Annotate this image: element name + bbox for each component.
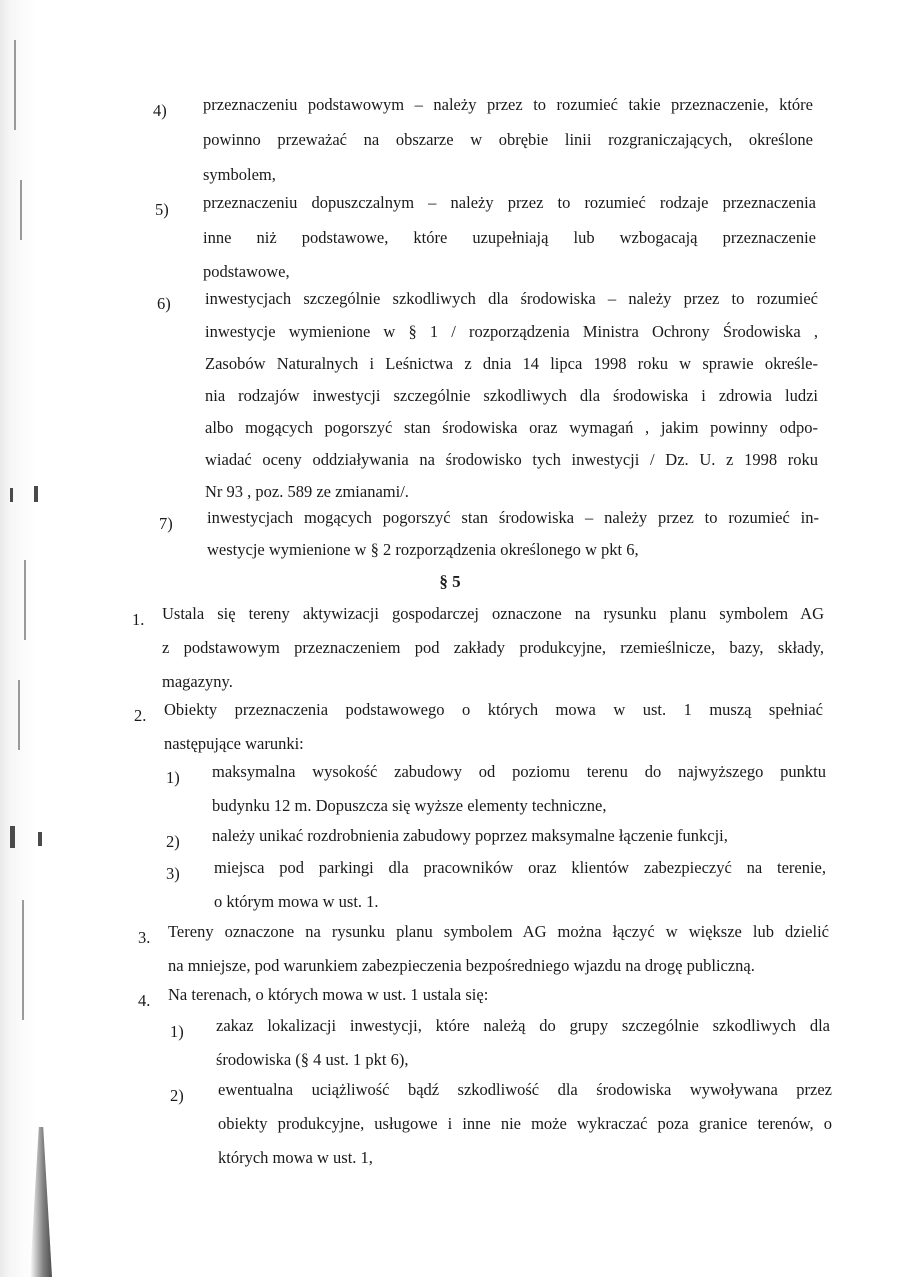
point-line: budynku 12 m. Dopuszcza się wyższe elementy techniczne, — [212, 796, 607, 815]
clause-number: 3. — [138, 928, 151, 947]
definition-line: Zasobów Naturalnych i Leśnictwa z dnia 14 lipca 1998 roku w sprawie określe- — [205, 354, 818, 373]
point-number: 3) — [166, 864, 180, 883]
clause-line: Tereny oznaczone na rysunku planu symbolem AG można łączyć w większe lub dzielić — [168, 922, 829, 941]
section-heading: § 5 — [439, 572, 461, 591]
clause-line: z podstawowym przeznaczeniem pod zakłady produkcyjne, rzemieślnicze, bazy, składy, — [162, 638, 824, 657]
point-line: należy unikać rozdrobnienia zabudowy poprzez maksymalne łączenie funkcji, — [212, 826, 728, 845]
definition-number: 4) — [153, 101, 167, 120]
definition-number: 6) — [157, 294, 171, 313]
point-line: ewentualna uciążliwość bądź szkodliwość dla środowiska wywoływana przez — [218, 1080, 832, 1099]
definition-line: albo mogących pogorszyć stan środowiska oraz wymagań , jakim powinny odpo- — [205, 418, 818, 437]
point-line: maksymalna wysokość zabudowy od poziomu terenu do najwyższego punktu — [212, 762, 826, 781]
clause-line: następujące warunki: — [164, 734, 304, 753]
point-line: zakaz lokalizacji inwestycji, które należą do grupy szczególnie szkodliwych dla — [216, 1016, 830, 1035]
definition-line: inwestycjach szczególnie szkodliwych dla środowiska – należy przez to rozumieć — [205, 289, 818, 308]
definition-number: 7) — [159, 514, 173, 533]
definition-line: inwestycjach mogących pogorszyć stan środowiska – należy przez to rozumieć in- — [207, 508, 819, 527]
definition-line: podstawowe, — [203, 262, 290, 281]
definition-line: inwestycje wymienione w § 1 / rozporządzenia Ministra Ochrony Środowiska , — [205, 322, 818, 341]
definition-line: przeznaczeniu podstawowym – należy przez to rozumieć takie przeznaczenie, które — [203, 95, 813, 114]
clause-number: 1. — [132, 610, 145, 629]
point-line: miejsca pod parkingi dla pracowników oraz klientów zabezpieczyć na terenie, — [214, 858, 826, 877]
definition-line: przeznaczeniu dopuszczalnym – należy przez to rozumieć rodzaje przeznaczenia — [203, 193, 816, 212]
definition-line: powinno przeważać na obszarze w obrębie linii rozgraniczających, określone — [203, 130, 813, 149]
clause-line: Obiekty przeznaczenia podstawowego o których mowa w ust. 1 muszą spełniać — [164, 700, 823, 719]
definition-line: westycje wymienione w § 2 rozporządzenia określonego w pkt 6, — [207, 540, 639, 559]
definition-line: inne niż podstawowe, które uzupełniają lub wzbogacają przeznaczenie — [203, 228, 816, 247]
point-line: obiekty produkcyjne, usługowe i inne nie może wykraczać poza granice terenów, o — [218, 1114, 832, 1133]
point-number: 2) — [170, 1086, 184, 1105]
point-line: których mowa w ust. 1, — [218, 1148, 373, 1167]
clause-line: Ustala się tereny aktywizacji gospodarczej oznaczone na rysunku planu symbolem AG — [162, 604, 824, 623]
clause-line: magazyny. — [162, 672, 233, 691]
definition-number: 5) — [155, 200, 169, 219]
clause-number: 4. — [138, 991, 151, 1010]
point-number: 1) — [166, 768, 180, 787]
clause-line: Na terenach, o których mowa w ust. 1 ustala się: — [168, 985, 489, 1004]
definition-line: wiadać oceny oddziaływania na środowisko tych inwestycji / Dz. U. z 1998 roku — [205, 450, 818, 469]
clause-line: na mniejsze, pod warunkiem zabezpieczenia bezpośredniego wjazdu na drogę publiczną. — [168, 956, 755, 975]
clause-number: 2. — [134, 706, 147, 725]
definition-line: Nr 93 , poz. 589 ze zmianami/. — [205, 482, 409, 501]
point-line: środowiska (§ 4 ust. 1 pkt 6), — [216, 1050, 409, 1069]
point-line: o którym mowa w ust. 1. — [214, 892, 379, 911]
definition-line: symbolem, — [203, 165, 276, 184]
point-number: 2) — [166, 832, 180, 851]
point-number: 1) — [170, 1022, 184, 1041]
definition-line: nia rodzajów inwestycji szczególnie szkodliwych dla środowiska i zdrowia ludzi — [205, 386, 818, 405]
